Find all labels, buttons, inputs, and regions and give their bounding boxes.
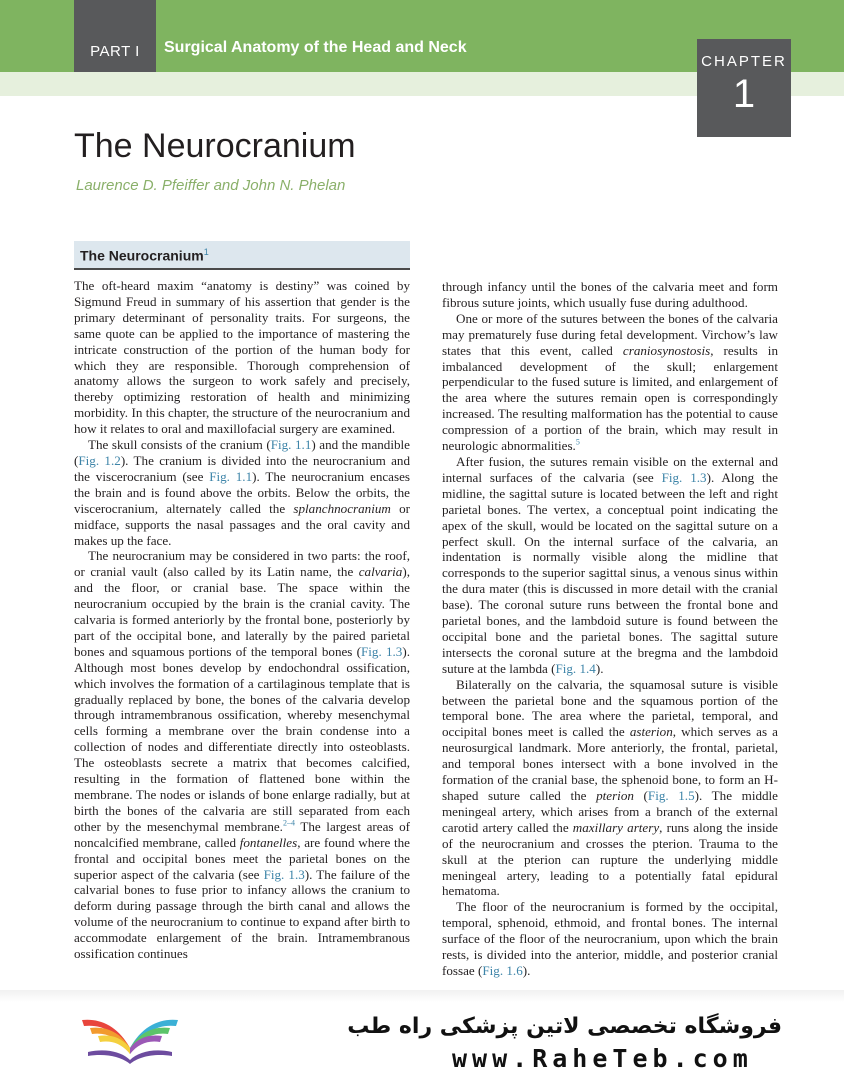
watermark-url: www.RaheTeb.com xyxy=(452,1044,753,1073)
body-text: The skull consists of the cranium ( xyxy=(88,437,271,453)
body-text: Bilaterally on the calvaria, the squamosal suture is visible between the parietal bone and the squamous portion of the temporal bone. The area where the parietal, temporal, and occipital bones meet is called the xyxy=(442,676,778,740)
italic-term: maxillary artery xyxy=(572,819,660,835)
chapter-authors: Laurence D. Pfeiffer and John N. Phelan xyxy=(76,177,346,194)
body-text: ). xyxy=(522,962,531,978)
figure-reference-link[interactable]: Fig. 1.3 xyxy=(661,469,707,485)
body-text: The oft-heard maxim “anatomy is destiny” was coined by Sigmund Freud in summary of his assertion that gender is the primary determinant of personality traits. For surgeons, the same quote can be applied to the importance of mastering the intricate construction of the portion of the human body for which they are responsible. Thorough comprehension of anatomy allows the surgeon to work safely and precisely, thereby optimizing restoration of health and minimizing morbidity. In this chapter, the structure of the neurocranium and how it relates to oral and maxillofacial surgery are examined. xyxy=(74,278,410,437)
watermark-persian: فروشگاه تخصصی لاتین پزشکی راه طب xyxy=(347,1014,782,1039)
italic-term: pterion xyxy=(596,788,634,803)
italic-term: calvaria xyxy=(358,564,403,580)
italic-term: fontanelles xyxy=(239,834,298,850)
body-text: ) and the mandible ( xyxy=(74,437,410,468)
body-text: or midface, supports the nasal passages and the oral cavity and makes up the face. xyxy=(74,500,410,548)
body-text: , runs along the inside of the neurocranium and crosses the pterion. Trauma to the skull at the pterion can rupture the underlying middle meningeal artery, leading to a potentially fatal epidural hematoma. xyxy=(442,819,778,899)
figure-reference-link[interactable]: Fig. 1.3 xyxy=(361,643,403,659)
body-text: The largest areas of noncalcified membrane, called xyxy=(74,818,410,850)
body-text: The neurocranium may be considered in two parts: the roof, or cranial vault (also called by its Latin name, the xyxy=(74,548,410,580)
citation-marker[interactable]: 2–4 xyxy=(282,818,295,828)
part-label: PART I xyxy=(90,43,140,60)
body-text: ). The failure of the calvarial bones to fuse prior to infancy allows the cranium to deform during passage through the birth canal and allows the volume of the neurocranium to continue to expand after birth to accommodate enlargement of the brain. Intramembranous ossification continues xyxy=(74,866,410,962)
italic-term: asterion xyxy=(629,724,673,740)
body-text: ). The neurocranium encases the brain and is found above the orbits. Below the orbits, the viscerocranium, alternately called the xyxy=(74,468,410,516)
body-text: ). Along the midline, the sagittal suture is located between the left and right parietal bones. The vertex, a conceptual point indicating the apex of the skull, would be located on the sagittal suture on a perfect skull. On the internal surface of the calvaria, an indentation is normally visible along the midline that corresponds to the superior sagittal sinus, a venous sinus within the dura mater (this is discussed in more detail with the cranial base). The coronal suture runs between the frontal bone and parietal bones, and the lambdoid suture is found between the occipital bone and the parietal bones. The sagittal suture intersects the coronal suture at the bregma and the lambdoid suture at the lambda ( xyxy=(442,469,778,676)
book-logo-icon xyxy=(78,1008,182,1071)
chapter-title: The Neurocranium xyxy=(74,127,356,165)
figure-reference-link[interactable]: Fig. 1.6 xyxy=(482,962,523,978)
body-text: , results in imbalanced development of the skull; enlargement perpendicular to the fused suture is limited, and enlargement of the area where the sutures remain open is correspondingly increased. The resulting malformation has the potential to cause compression of a portion of the brain, which may result in neurologic abnormalities. xyxy=(442,342,778,454)
body-text: , are found where the frontal and occipital bones meet the parietal bones on the superior aspect of the calvaria (see xyxy=(74,834,410,882)
figure-reference-link[interactable]: Fig. 1.1 xyxy=(270,437,312,453)
body-paragraph xyxy=(442,677,778,900)
body-text: ). Although most bones develop by endochondral ossification, which involves the formation of a cartilaginous template that is gradually replaced by bone, the bones of the calvaria develop through intramembranous ossification, whereby mesenchymal cells forming a membrane over the brain condense into a collection of nodes and differentiate directly into osteoblasts. The osteoblasts secrete a matrix that becomes calcified, resulting in the formation of flattened bone within the membrane. The nodes or islands of bone enlarge radially, but at birth the bones of the calvaria are still separated from each other by the mesenchymal membrane. xyxy=(74,643,410,834)
figure-reference-link[interactable]: Fig. 1.3 xyxy=(263,866,305,882)
figure-reference-link[interactable]: Fig. 1.5 xyxy=(647,788,695,803)
chapter-number: 1 xyxy=(732,72,756,116)
body-paragraph xyxy=(74,278,410,437)
body-text: , which serves as a neurosurgical landmark. More anteriorly, the frontal, parietal, and temporal bones intersect with a bone involved in the formation of the cranial base, the sphenoid bone, to form an H-shaped suture called the xyxy=(442,724,778,803)
body-paragraph xyxy=(442,311,778,454)
section-heading xyxy=(74,241,410,270)
section-heading-text: The Neurocranium xyxy=(80,247,204,264)
body-text: ), and the floor, or cranial base. The space within the neurocranium occupied by the brain is the cranial cavity. The calvaria is formed anteriorly by the frontal bone, posteriorly by part of the occipital bone, and laterally by the paired parietal bones and squamous portions of the temporal bones ( xyxy=(74,564,410,659)
body-paragraph xyxy=(442,279,778,311)
part-label-box xyxy=(74,0,156,72)
body-text: ). xyxy=(595,660,604,676)
body-paragraph xyxy=(442,454,778,677)
body-paragraph xyxy=(74,548,410,962)
chapter-box xyxy=(697,39,791,137)
body-paragraph xyxy=(442,899,778,979)
italic-term: splanchnocranium xyxy=(293,500,391,516)
body-text: through infancy until the bones of the calvaria meet and form fibrous suture joints, which usually fuse during adulthood. xyxy=(442,279,778,310)
body-paragraph xyxy=(74,437,410,548)
italic-term: craniosynostosis xyxy=(622,342,711,358)
chapter-label: CHAPTER xyxy=(701,53,787,70)
body-text: ). The middle meningeal artery, which arises from a branch of the external carotid artery called the xyxy=(442,788,778,835)
citation-marker[interactable]: 5 xyxy=(575,437,580,447)
body-column-right xyxy=(442,279,778,991)
body-text: The floor of the neurocranium is formed by the occipital, temporal, sphenoid, ethmoid, and frontal bones. The internal surface of the floor of the neurocranium, upon which the brain rests, is divided into the anterior, middle, and posterior cranial fossae ( xyxy=(442,899,778,978)
figure-reference-link[interactable]: Fig. 1.2 xyxy=(78,452,121,468)
body-text: ). The cranium is divided into the neurocranium and the viscerocranium (see xyxy=(74,452,410,484)
body-text: ( xyxy=(633,788,648,803)
figure-reference-link[interactable]: Fig. 1.4 xyxy=(555,660,596,676)
figure-reference-link[interactable]: Fig. 1.1 xyxy=(209,468,253,484)
body-text: One or more of the sutures between the bones of the calvaria may prematurely fuse during fetal development. Virchow’s law states that this event, called xyxy=(442,310,778,358)
section-note-marker: 1 xyxy=(203,247,209,257)
part-title: Surgical Anatomy of the Head and Neck xyxy=(164,39,467,56)
page-bottom-shadow xyxy=(0,990,844,1002)
body-column-left xyxy=(74,278,410,990)
body-text: After fusion, the sutures remain visible on the external and internal surfaces of the calvaria (see xyxy=(442,453,778,485)
